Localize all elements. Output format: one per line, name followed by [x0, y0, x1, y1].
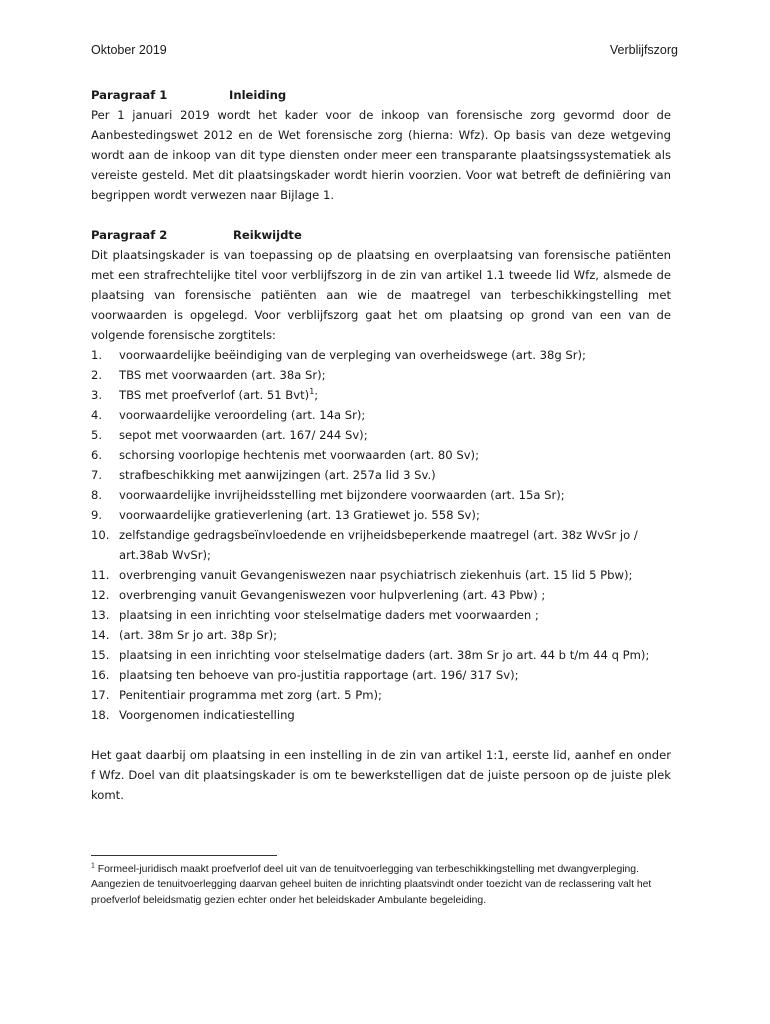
section-number: Paragraaf 1 [91, 88, 168, 102]
list-item-body: sepot met voorwaarden (art. 167/ 244 Sv); [119, 428, 368, 442]
section-2-intro: Dit plaatsingskader is van toepassing op de plaatsing en overplaatsing van forensische patiënten met een strafrechtelijke titel voor verblijfszorg in de zin van artikel 1.1 tweede lid Wfz, alsmede de plaatsing van forensische patiënten aan wie de maatregel van terbeschikkingstelling met voorwaarden is opgelegd. Voor verblijfszorg gaat het om plaatsing op grond van een van de volgende forensische zorgtitels: [91, 248, 671, 342]
list-item-number: 10. [91, 528, 110, 542]
list-item [91, 365, 671, 385]
list-item-number: 9. [91, 508, 103, 522]
list-item-body: overbrenging vanuit Gevangeniswezen voor hulpverlening (art. 43 Pbw) ; [119, 588, 546, 602]
list-item-text [119, 565, 671, 585]
zorgtitels-list [91, 345, 671, 725]
list-item [91, 685, 671, 705]
list-item-number: 6. [91, 448, 103, 462]
section-1-paragraph: Per 1 januari 2019 wordt het kader voor de inkoop van forensische zorg gevormd door de Aanbestedingswet 2012 en de Wet forensische zorg (hierna: Wfz). Op basis van deze wetgeving wordt aan de inkoop van dit type diensten onder meer een transparante plaatsingssystematiek als vereiste gesteld. Met dit plaatsingskader wordt hierin voorzien. Voor wat betreft de definiëring van begrippen wordt verwezen naar Bijlage 1. [91, 108, 671, 202]
list-item-body: plaatsing in een inrichting voor stelselmatige daders (art. 38m Sr jo art. 44 b t/m 44 q Pm); [119, 648, 650, 662]
list-item [91, 485, 671, 505]
list-item-number: 12. [91, 588, 110, 602]
list-item-number: 18. [91, 708, 110, 722]
list-item-text [119, 445, 671, 465]
list-item-number: 7. [91, 468, 103, 482]
list-item-text [119, 665, 671, 685]
list-item-body: (art. 38m Sr jo art. 38p Sr); [119, 628, 277, 642]
footnote-text: Formeel-juridisch maakt proefverlof deel uit van de tenuitvoerlegging van terbeschikkingstelling met dwangverpleging. Aangezien de tenuitvoerlegging daarvan geheel buiten de inrichting plaatsvindt onder toezicht van de reclassering valt het proefverlof beleidsmatig gezien echter onder het beleidskader Ambulante begeleiding. [91, 864, 652, 906]
list-item-body: zelfstandige gedragsbeïnvloedende en vrijheidsbeperkende maatregel (art. 38z WvSr jo / art.38ab WvSr); [119, 528, 638, 562]
list-item [91, 585, 671, 605]
list-item-text [119, 425, 671, 445]
list-item-body: schorsing voorlopige hechtenis met voorwaarden (art. 80 Sv); [119, 448, 479, 462]
section-2-closing: Het gaat daarbij om plaatsing in een instelling in de zin van artikel 1:1, eerste lid, aanhef en onder f Wfz. Doel van dit plaatsingskader is om te bewerkstelligen dat de juiste persoon op de juiste plek komt. [91, 748, 671, 802]
list-item [91, 425, 671, 445]
document-body [91, 85, 671, 805]
list-item [91, 625, 671, 645]
list-item [91, 705, 671, 725]
list-item-number: 17. [91, 688, 110, 702]
list-item-number: 3. [91, 388, 103, 402]
list-item [91, 345, 671, 365]
list-item-number: 16. [91, 668, 110, 682]
list-item [91, 505, 671, 525]
list-item-body: plaatsing in een inrichting voor stelselmatige daders met voorwaarden ; [119, 608, 539, 622]
list-item-text [119, 485, 671, 505]
list-item-text [119, 345, 671, 365]
list-item [91, 465, 671, 485]
list-item-number: 2. [91, 368, 103, 382]
list-item [91, 565, 671, 585]
list-item-body: TBS met proefverlof (art. 51 Bvt) [119, 388, 310, 402]
list-item [91, 665, 671, 685]
list-item-text [119, 685, 671, 705]
list-item-body: Penitentiair programma met zorg (art. 5 Pm); [119, 688, 382, 702]
list-item-body: voorwaardelijke veroordeling (art. 14a Sr); [119, 408, 366, 422]
list-item [91, 385, 671, 405]
footnote-reference: 1 [309, 387, 315, 397]
list-item-body: voorwaardelijke beëindiging van de verpleging van overheidswege (art. 38g Sr); [119, 348, 586, 362]
list-item-number: 13. [91, 608, 110, 622]
list-item-number: 1. [91, 348, 103, 362]
section-heading-2 [91, 225, 671, 245]
list-item-body: Voorgenomen indicatiestelling [119, 708, 295, 722]
header-date: Oktober 2019 [91, 43, 167, 57]
footnote-separator [91, 855, 277, 856]
list-item-text [119, 525, 671, 565]
list-item-text [119, 505, 671, 525]
list-item-number: 8. [91, 488, 103, 502]
page-header [91, 43, 678, 61]
list-item-number: 14. [91, 628, 110, 642]
list-item-number: 15. [91, 648, 110, 662]
list-item-number: 5. [91, 428, 103, 442]
footnote [91, 862, 676, 908]
section-heading-1 [91, 85, 671, 105]
list-item-body: overbrenging vanuit Gevangeniswezen naar psychiatrisch ziekenhuis (art. 15 lid 5 Pbw); [119, 568, 633, 582]
list-item-text [119, 605, 671, 625]
list-item-text [119, 625, 671, 645]
list-item-number: 4. [91, 408, 103, 422]
list-item [91, 605, 671, 625]
section-title: Inleiding [229, 88, 287, 102]
list-item [91, 405, 671, 425]
list-item-text [119, 405, 671, 425]
list-item-body: strafbeschikking met aanwijzingen (art. 257a lid 3 Sv.) [119, 468, 436, 482]
list-item-text [119, 585, 671, 605]
section-title: Reikwijdte [233, 228, 302, 242]
list-item-tail: ; [314, 388, 319, 402]
list-item-number: 11. [91, 568, 110, 582]
list-item [91, 525, 671, 565]
list-item-body: voorwaardelijke invrijheidsstelling met bijzondere voorwaarden (art. 15a Sr); [119, 488, 565, 502]
list-item-body: TBS met voorwaarden (art. 38a Sr); [119, 368, 326, 382]
section-number: Paragraaf 2 [91, 228, 168, 242]
list-item-body: plaatsing ten behoeve van pro-justitia rapportage (art. 196/ 317 Sv); [119, 668, 519, 682]
list-item-body: voorwaardelijke gratieverlening (art. 13 Gratiewet jo. 558 Sv); [119, 508, 480, 522]
list-item-text [119, 645, 671, 665]
list-item-text [119, 705, 671, 725]
list-item [91, 645, 671, 665]
header-topic: Verblijfszorg [609, 43, 678, 57]
list-item-text [119, 365, 671, 385]
list-item-text [119, 465, 671, 485]
list-item [91, 445, 671, 465]
footnote-marker: 1 [91, 862, 95, 870]
list-item-text [119, 385, 671, 405]
